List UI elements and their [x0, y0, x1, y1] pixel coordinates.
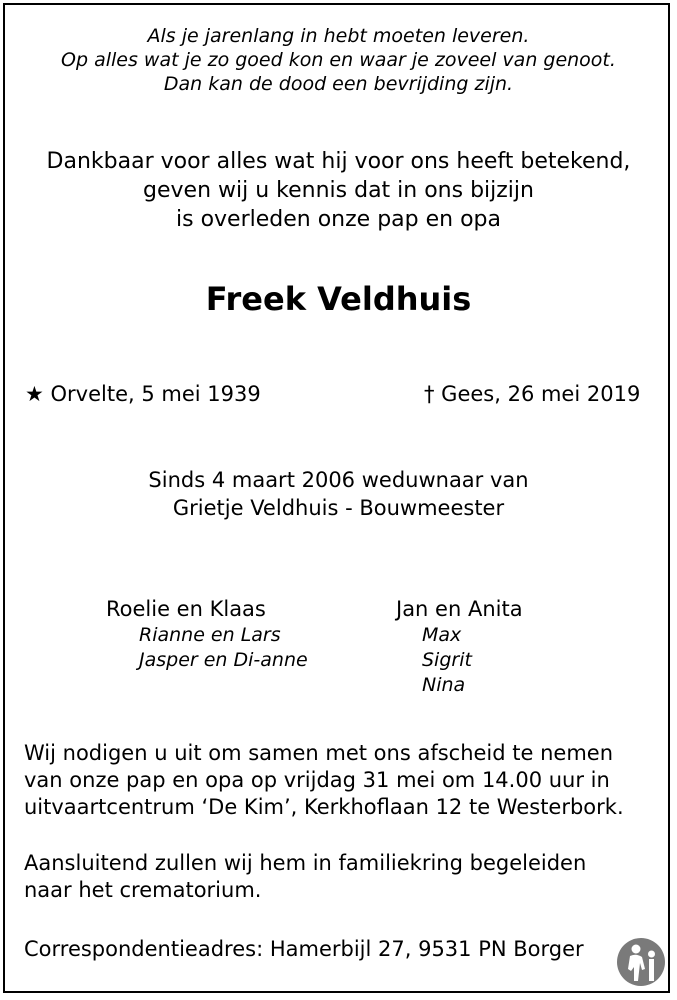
intro-line-3: is overleden onze pap en opa — [176, 207, 501, 232]
widower-line-2: Grietje Veldhuis - Bouwmeester — [172, 496, 505, 520]
memorial-logo-icon — [616, 937, 666, 987]
family-left-child-2: Jasper en Di-anne — [139, 649, 308, 671]
invitation-line-3: uitvaartcentrum ‘De Kim’, Kerkhoflaan 12 te Westerbork. — [24, 795, 624, 819]
family-right-child-2: Sigrit — [422, 649, 472, 671]
invitation-line-1: Wij nodigen u uit om samen met ons afscheid te nemen — [24, 741, 614, 765]
family-left-child-1: Rianne en Lars — [139, 624, 281, 646]
cremation-line-2: naar het crematorium. — [24, 878, 262, 902]
deceased-name: Freek Veldhuis — [205, 280, 472, 318]
intro-line-1: Dankbaar voor alles wat hij voor ons heeft betekend, — [46, 149, 631, 174]
family-left-parents: Roelie en Klaas — [106, 597, 266, 621]
family-right-child-1: Max — [422, 624, 462, 646]
invitation-line-2: van onze pap en opa op vrijdag 31 mei om 14.00 uur in — [24, 768, 610, 792]
poem-line-3: Dan kan de dood een bevrijding zijn. — [163, 73, 514, 95]
poem-line-2: Op alles wat je zo goed kon en waar je zoveel van genoot. — [61, 49, 616, 71]
correspondence-address: Correspondentieadres: Hamerbijl 27, 9531 PN Borger — [24, 937, 584, 961]
poem-line-1: Als je jarenlang in hebt moeten leveren. — [147, 25, 530, 47]
family-right-parents: Jan en Anita — [396, 597, 523, 621]
death-date: † Gees, 26 mei 2019 — [424, 382, 641, 406]
birth-date: ★ Orvelte, 5 mei 1939 — [25, 382, 261, 406]
cremation-line-1: Aansluitend zullen wij hem in familiekring begeleiden — [24, 851, 587, 875]
family-right-child-3: Nina — [422, 674, 466, 696]
widower-line-1: Sinds 4 maart 2006 weduwnaar van — [148, 468, 529, 492]
intro-line-2: geven wij u kennis dat in ons bijzijn — [143, 178, 534, 203]
